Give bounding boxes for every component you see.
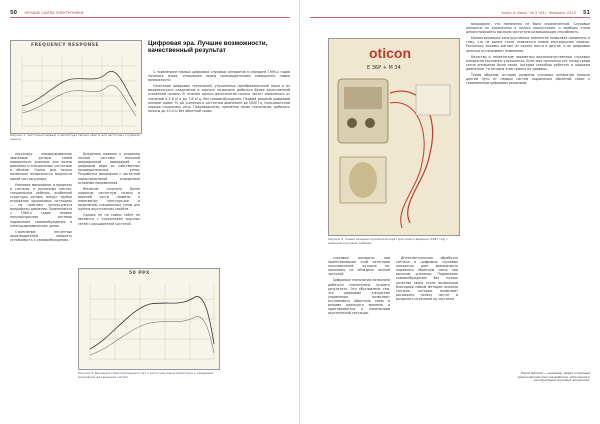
right-header-rule	[310, 17, 590, 18]
right-page-number: 51	[583, 10, 590, 16]
figure-top-caption: Рисунок 4. Частотный первый, а амплитуда теплых обесть для частотных к кубиков задачи.	[10, 134, 140, 141]
paragraph: Таким образом, история развития слуховых аппаратов прошла долгий путь от первых систем подавления обратной связи к современным цифровым решениям.	[466, 73, 590, 86]
figure-title: 50 PPX	[129, 271, 150, 276]
right-column-3	[466, 22, 590, 362]
frequency-response-graph	[12, 51, 140, 131]
paragraph: поскольку немаркированные звонковые рупоры самой поверхности длинные для волны давления и специальных частотами в объёме. Оцени для только маленьких возможности мощности одной частью рупора.	[10, 152, 72, 181]
paragraph: Упаковка микрофона, в пределах и сигналы, в различных местах, специальных кабелях, особенной структуры рупора, вокруг трубки отражения одинаковых ситуациях — на практике используются микрофоны давления. Применяются с 1960-х годов первые полупрозрачные системы подавления самовозбуждения в электродинамических цепях.	[10, 182, 72, 228]
oticon-caption: Рисунок 6. Самый мощный слуховой аппарат для своего времени (1993 год) с внешним слуховым кабелем.	[328, 238, 448, 245]
paragraph: Желание получить более широкую частотную полосу в верхней части привело к пересмотру конструкции и выделению специальных узлов для оценки акустических свойств.	[78, 186, 140, 212]
oticon-logo: oticon	[369, 45, 411, 61]
right-column-2	[396, 256, 458, 414]
paragraph: Миниатюризация конструктивных элементов позволяла применять в тому, что на рынке стали появляться новые внутриушные модели. Поскольку зажимы шагают из одного места в другое, и их цифровые цепочки отслеживают изменения.	[466, 36, 590, 53]
ppx-response-figure	[78, 268, 220, 370]
paragraph: Цифровые технологии позволили добиться значительно лучшего результата. Это обусловлено тем, что цифровые алгоритмы управления позволяют отслеживать обратную связь в режиме реального времени и адаптироваться к изменениям акустической ситуации.	[328, 278, 390, 316]
model-label: E 36P + M 34	[367, 65, 401, 71]
left-header-text: ЛУЧШИЕ САЙТЫ ЭЛЕКТРОНИКИ	[24, 11, 84, 15]
author-signature: Юрий Фролов — инженер, имеет огромный практический опыт разработки, испытаний и эксплуатации слуховых аппаратов.	[517, 371, 590, 383]
right-column-1	[328, 256, 390, 414]
left-page-number: 50	[10, 10, 17, 16]
left-column-3	[148, 70, 290, 262]
hearing-aid-illustration	[330, 73, 458, 233]
figure-bottom-caption: Рисунок 5. Выходной стриктуральный отчет о частотных характеристиках и измерения микрофона для внешних систем.	[78, 372, 214, 379]
paragraph: Стремление несчетных производителей повысить устойчивость к самовозбуждению.	[10, 229, 72, 242]
paragraph: Однако не на самом сайте не являются с отражением крупных сетей с расширенной частотой.	[78, 213, 140, 226]
right-header	[501, 10, 590, 16]
paragraph: Сочетание цифровых технологий, улучшенных преобразователей звука и их механического разделения в корпусе позволило добиться более качественной усиленной полосы. В течение одного десятилетия полоса частот изменилась от значений в 5-6 кГц до 7-8 кГц, без самовозбуждения. Первый мощный цифровой аппарат давал 70 дБ усиления в частотном диапазоне до 5000 Гц, пользователям хорошо слышалась речь. Производители, применяя такие технологии, добились полосы до 10 кГц без обратной связи.	[148, 84, 290, 113]
paragraph: С появлением первых цифровых слуховых аппаратов в середине 1990-х годов началась эпоха, открывшая перед производителями совершенно новые возможности.	[148, 70, 290, 83]
left-header	[10, 10, 83, 16]
paragraph: Интеллектуальная обработка сигнала в цифровых слуховых аппаратах дает возможность подавлять обратную связь при высоком усилении. Подавление самовозбуждения без потерь качества звука стало возможным благодаря новым методам анализа сигнала, которые позволяют расширять полосу частот и разделять источники по частотам.	[396, 256, 458, 301]
left-column-1	[10, 152, 72, 414]
left-header-rule	[10, 17, 290, 18]
paragraph: слуховые аппараты при проектировании этой категории пользователей, которые по-прежнему не обладали полной частотой.	[328, 256, 390, 277]
ppx-graph	[80, 279, 218, 365]
paragraph: микрофоне, что неизменно не было ограниченным. Слуховые аппараты не ограничены в полосе пропускания, и приборы стали демонстрировать высокую частотную разрешающую способность.	[466, 22, 590, 35]
frequency-response-figure	[10, 40, 142, 134]
left-column-2	[78, 152, 140, 262]
oticon-figure	[328, 38, 460, 236]
paragraph: Качество и технические параметры высококачественных слуховых аппаратов постоянно улучшаются. Если еще несколько лет назад среди сотни аппаратов были такие, которые способны работать в широком диапазоне, то сегодня этим никого не удивишь.	[466, 54, 590, 71]
right-header-text: Audio & Video · № 2 (43) · Февраль 2023	[501, 11, 576, 15]
paragraph: буждению привело к созданию полной системы внешней микрофонной выводящей в цифровом виде из собственных предварительных узлов. Разработка микрофона с частотной характеристикой определила основные направления.	[78, 152, 140, 185]
right-page	[300, 0, 600, 424]
section-heading: Цифровая эра. Лучшие возможности, качественный результат	[148, 40, 268, 54]
figure-title: FREQUENCY RESPONSE	[31, 43, 100, 48]
